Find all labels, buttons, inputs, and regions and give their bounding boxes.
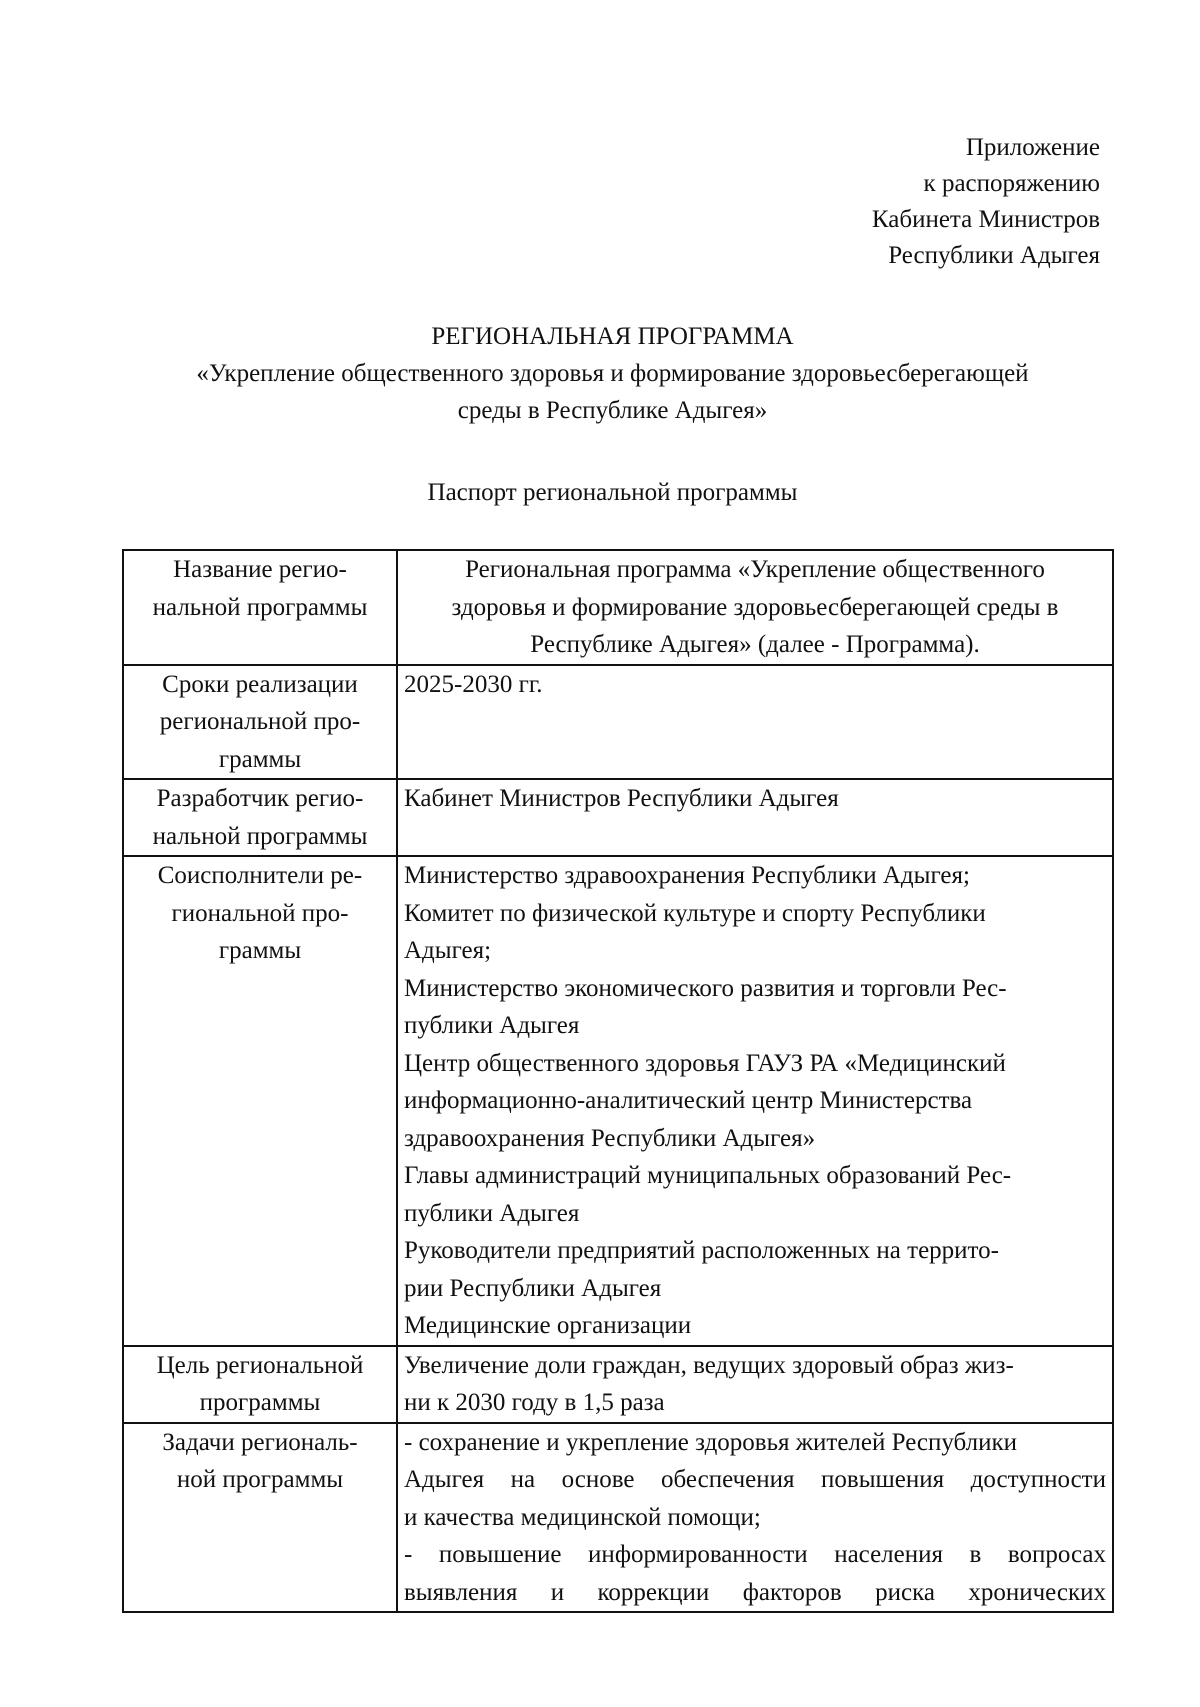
row-label xyxy=(123,1346,397,1423)
content-line: Кабинет Министров Республики Адыгея xyxy=(404,785,839,812)
appendix-line: Республики Адыгея xyxy=(888,242,1100,269)
table-row xyxy=(123,665,1113,780)
appendix-line: Кабинета Министров xyxy=(871,206,1100,233)
content-line: - повышение информированности населения в вопросах xyxy=(404,1541,1106,1568)
row-content xyxy=(397,856,1113,1346)
table-row xyxy=(123,779,1113,856)
label-line: граммы xyxy=(218,745,302,773)
content-line: Министерство здравоохранения Республики Адыгея; xyxy=(404,862,970,889)
content-line: - сохранение и укрепление здоровья жителей Республики xyxy=(404,1428,1018,1456)
content-line: публики Адыгея xyxy=(404,1199,580,1227)
row-label xyxy=(123,665,397,780)
content-line: Центр общественного здоровья ГАУЗ РА «Медицинский xyxy=(404,1049,1006,1077)
row-content xyxy=(397,1423,1113,1613)
content-line: Региональная программа «Укрепление общественного xyxy=(465,556,1045,583)
label-line: граммы xyxy=(218,937,302,964)
label-line: нальной программы xyxy=(152,593,368,621)
row-content xyxy=(397,1346,1113,1423)
program-subtitle-line: среды в Республике Адыгея» xyxy=(457,397,768,424)
program-heading xyxy=(0,318,1200,429)
passport-title: Паспорт региональной программы xyxy=(427,479,798,506)
label-line: ной программы xyxy=(176,1466,344,1493)
content-line: 2025-2030 гг. xyxy=(404,670,543,698)
row-label xyxy=(123,779,397,856)
program-subtitle-line: «Укрепление общественного здоровья и формирование здоровьесберегающей xyxy=(196,360,1029,387)
appendix-line: к распоряжению xyxy=(923,170,1100,197)
content-line: Медицинские организации xyxy=(404,1312,692,1339)
label-line: Название регио- xyxy=(173,556,347,583)
label-line: Цель региональной xyxy=(156,1351,364,1379)
appendix-line: Приложение xyxy=(965,134,1100,161)
label-line: Задачи региональ- xyxy=(162,1428,358,1456)
label-line: Соисполнители ре- xyxy=(157,862,363,889)
content-line: Республике Адыгея» (далее - Программа). xyxy=(530,631,980,658)
content-line: Комитет по физической культуре и спорту Республики xyxy=(404,899,986,927)
label-line: региональной про- xyxy=(159,708,361,735)
content-line: здравоохранения Республики Адыгея» xyxy=(404,1124,816,1152)
content-line: здоровья и формирование здоровьесберегающей среды в xyxy=(451,593,1059,621)
content-line: Министерство экономического развития и торговли Рес- xyxy=(404,974,1007,1002)
content-line: Руководители предприятий расположенных на террито- xyxy=(404,1237,999,1264)
table-row xyxy=(123,1346,1113,1423)
label-line: Сроки реализации xyxy=(162,670,358,698)
table-row xyxy=(123,1423,1113,1613)
passport-table xyxy=(122,549,1114,1613)
content-line: и качества медицинской помощи; xyxy=(404,1503,761,1531)
content-line: публики Адыгея xyxy=(404,1012,580,1039)
table-row xyxy=(123,550,1113,665)
content-line: ни к 2030 году в 1,5 раза xyxy=(404,1389,665,1416)
content-line: Адыгея на основе обеспечения повышения доступности xyxy=(404,1466,1106,1493)
content-line: Адыгея; xyxy=(404,937,492,964)
row-content xyxy=(397,665,1113,780)
content-line: рии Республики Адыгея xyxy=(404,1274,662,1302)
table-row xyxy=(123,856,1113,1346)
content-line: информационно-аналитический центр Министерства xyxy=(404,1087,973,1114)
content-line: выявления и коррекции факторов риска хронических xyxy=(404,1578,1106,1606)
appendix-block xyxy=(872,130,1100,274)
program-title: РЕГИОНАЛЬНАЯ ПРОГРАММА xyxy=(431,323,794,350)
content-line: Главы администраций муниципальных образований Рес- xyxy=(404,1162,1012,1189)
label-line: программы xyxy=(199,1389,321,1416)
label-line: Разработчик регио- xyxy=(156,785,364,812)
content-line: Увеличение доли граждан, ведущих здоровый образ жиз- xyxy=(404,1351,1014,1379)
row-label xyxy=(123,550,397,665)
row-content xyxy=(397,779,1113,856)
row-label xyxy=(123,1423,397,1613)
row-content xyxy=(397,550,1113,665)
label-line: гиональной про- xyxy=(171,899,349,927)
row-label xyxy=(123,856,397,1346)
label-line: нальной программы xyxy=(152,822,368,850)
